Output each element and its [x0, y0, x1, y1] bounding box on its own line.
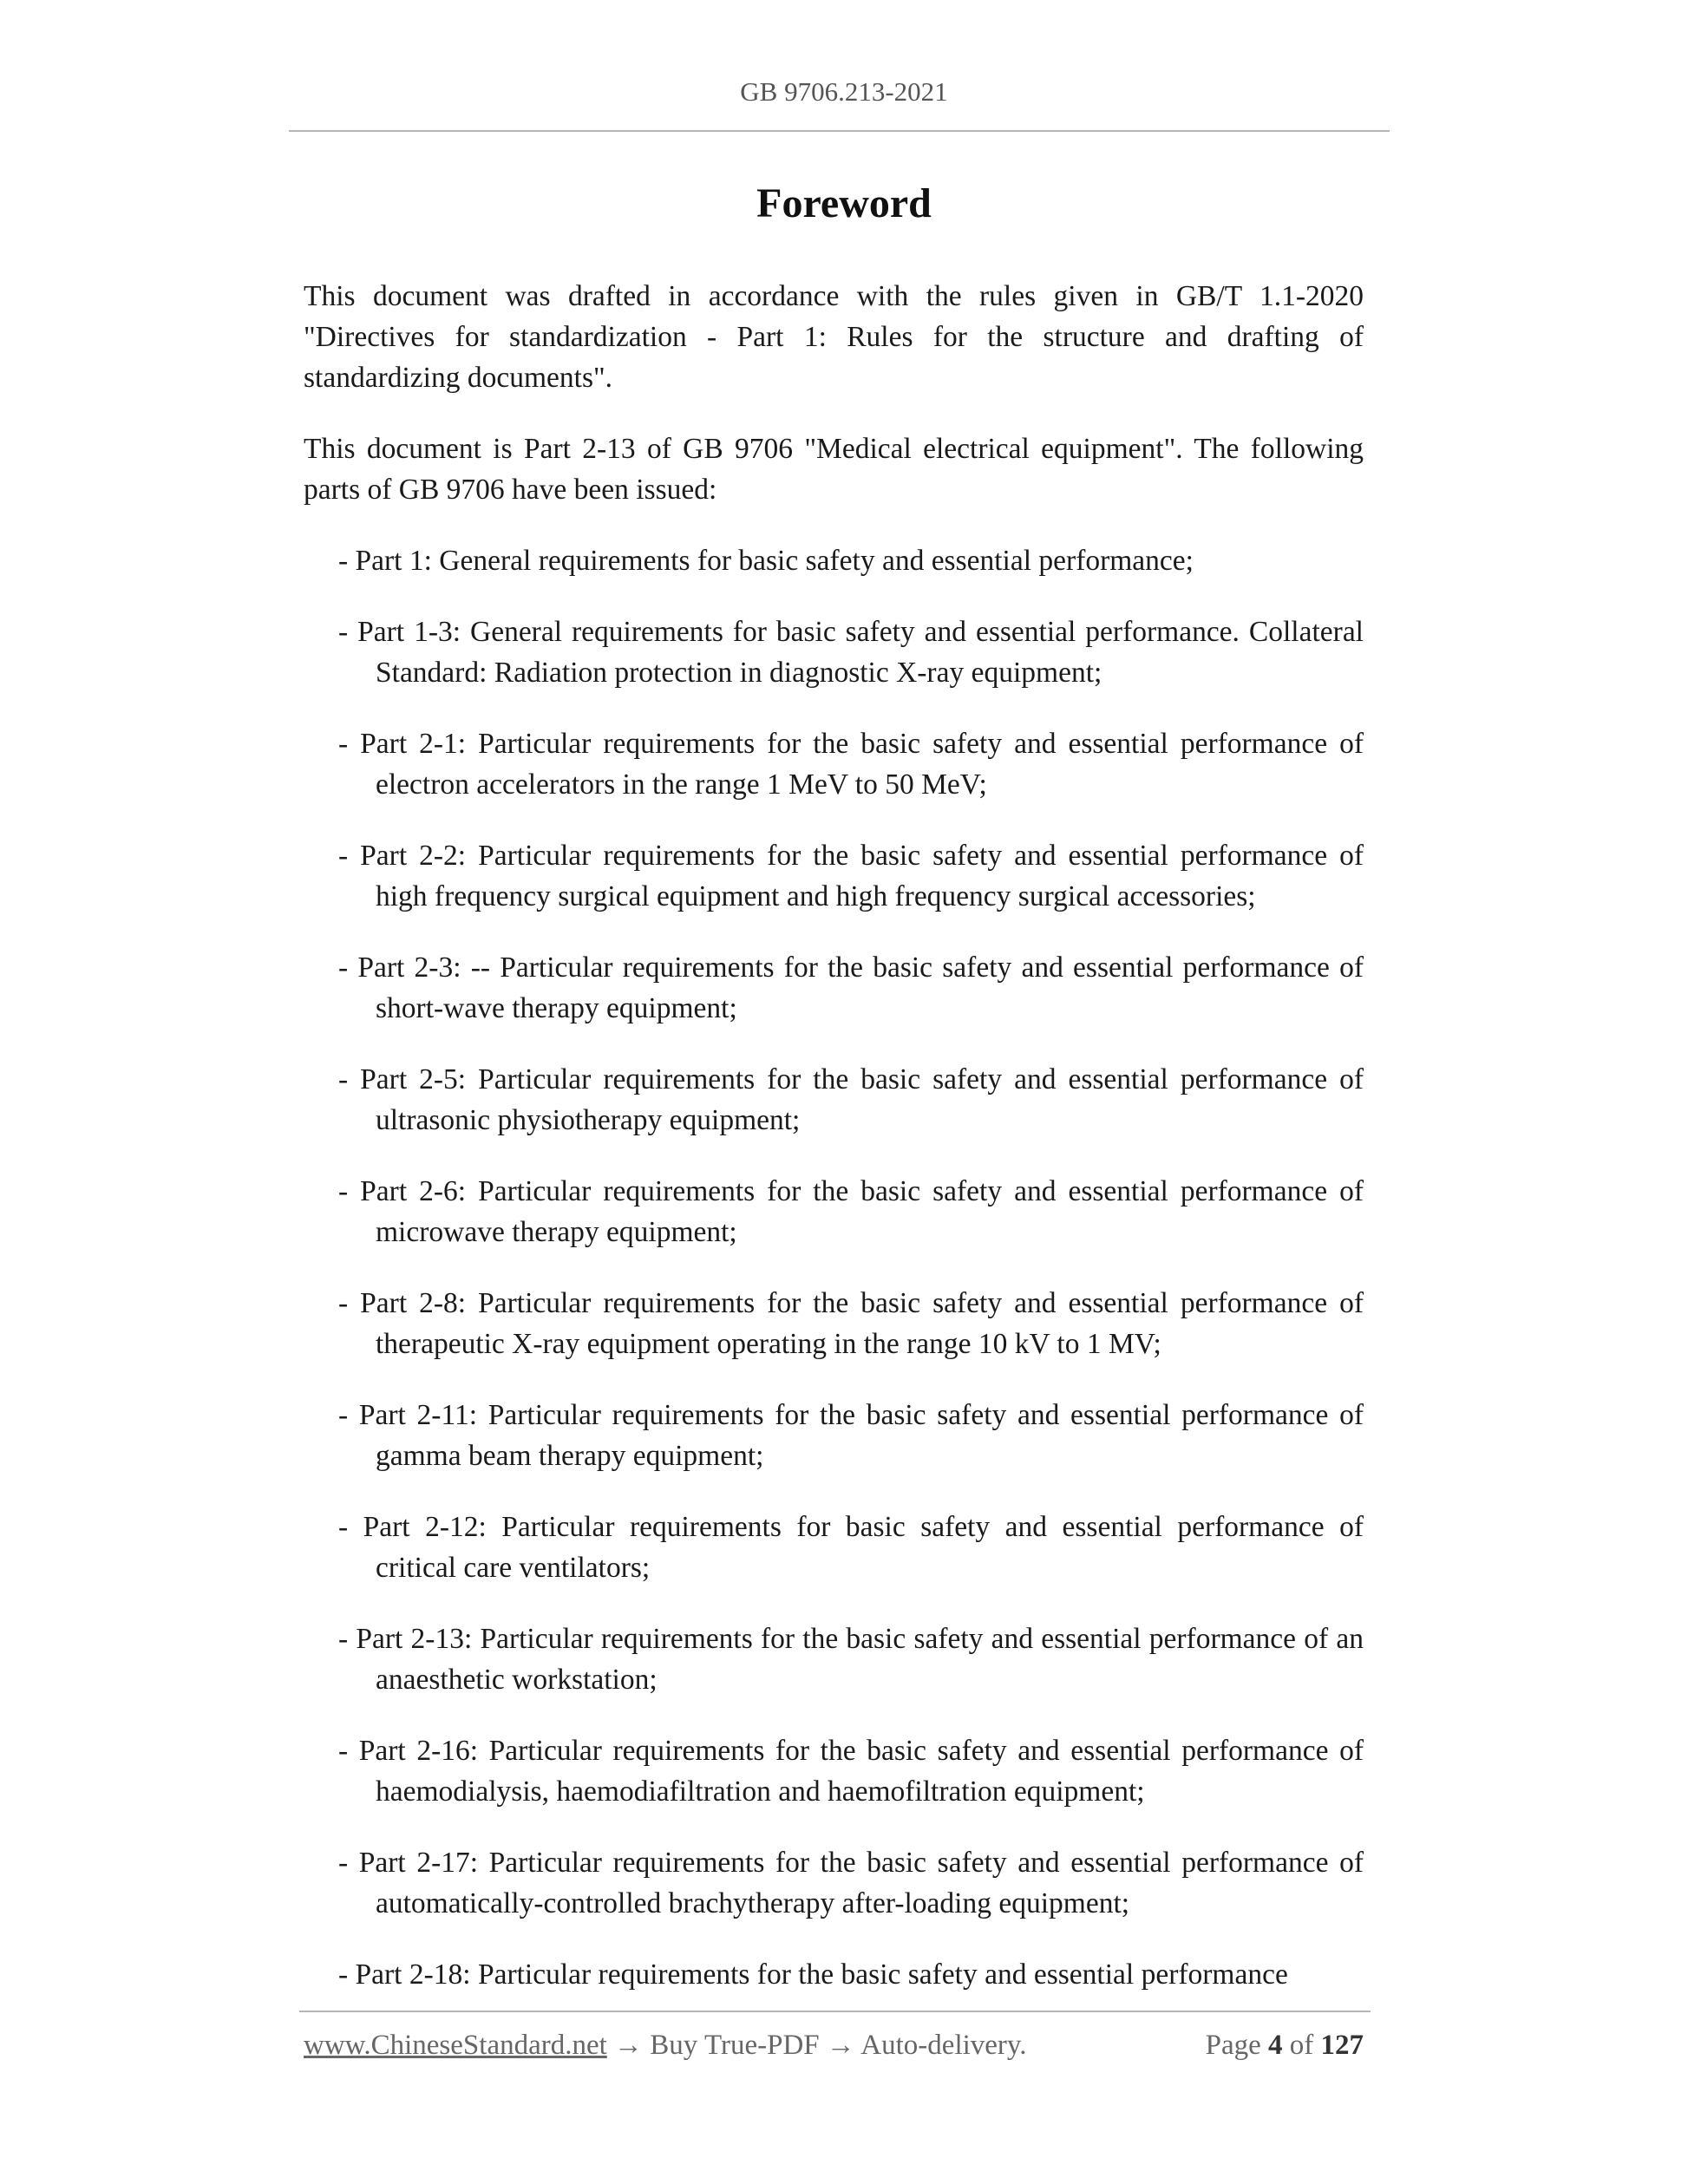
website-link[interactable]: www.ChineseStandard.net [304, 2030, 607, 2061]
page-current: 4 [1268, 2030, 1283, 2061]
paragraph-drafting-rules: This document was drafted in accordance with the rules given in GB/T 1.1-2020 "Directives for standardization - Part 1: Rules for the structure and drafting of standardizing documents". [304, 280, 1364, 394]
list-item: - Part 1: General requirements for basic safety and essential performance; [338, 545, 1194, 577]
page-of: of [1282, 2030, 1321, 2061]
footer-tagline: → Buy True-PDF → Auto-delivery. [606, 2030, 1027, 2061]
page-prefix: Page [1205, 2030, 1268, 2061]
footer-promo [304, 2030, 1027, 2062]
footer-divider [299, 2011, 1371, 2012]
list-item: - Part 2-17: Particular requirements for the basic safety and essential performance of automatically-controlled brachytherapy after-loading equipment; [338, 1847, 1364, 1919]
section-title: Foreword [756, 180, 932, 226]
issued-parts-list [304, 540, 1364, 1995]
page-total: 127 [1320, 2030, 1364, 2061]
running-header: GB 9706.213-2021 [740, 76, 948, 107]
list-item: - Part 2-16: Particular requirements for the basic safety and essential performance of haemodialysis, haemodiafiltration and haemofiltration equipment; [338, 1735, 1364, 1808]
header-divider [289, 130, 1390, 132]
list-item: - Part 2-12: Particular requirements for basic safety and essential performance of critical care ventilators; [338, 1511, 1364, 1584]
list-item: - Part 2-13: Particular requirements for the basic safety and essential performance of an anaesthetic workstation; [338, 1623, 1364, 1696]
page-number [1206, 2030, 1364, 2062]
list-item: - Part 2-6: Particular requirements for the basic safety and essential performance of microwave therapy equipment; [338, 1175, 1364, 1248]
list-item: - Part 2-8: Particular requirements for the basic safety and essential performance of therapeutic X-ray equipment operating in the range 10 kV to 1 MV; [338, 1287, 1364, 1360]
list-item: - Part 2-2: Particular requirements for the basic safety and essential performance of high frequency surgical equipment and high frequency surgical accessories; [338, 840, 1364, 912]
document-body [304, 276, 1364, 2025]
list-item: - Part 2-3: -- Particular requirements for the basic safety and essential performance of short-wave therapy equipment; [338, 951, 1364, 1024]
list-item: - Part 2-18: Particular requirements for the basic safety and essential performance [338, 1958, 1288, 1991]
list-item: - Part 2-1: Particular requirements for the basic safety and essential performance of electron accelerators in the range 1 MeV to 50 MeV; [338, 728, 1364, 801]
list-item: - Part 1-3: General requirements for basic safety and essential performance. Collateral Standard: Radiation protection in diagnostic X-ray equipment; [338, 616, 1364, 689]
list-item: - Part 2-11: Particular requirements for the basic safety and essential performance of gamma beam therapy equipment; [338, 1399, 1364, 1472]
list-item: - Part 2-5: Particular requirements for the basic safety and essential performance of ultrasonic physiotherapy equipment; [338, 1063, 1364, 1136]
paragraph-series-intro: This document is Part 2-13 of GB 9706 "Medical electrical equipment". The following parts of GB 9706 have been issued: [304, 433, 1364, 506]
page-footer [304, 2030, 1364, 2062]
